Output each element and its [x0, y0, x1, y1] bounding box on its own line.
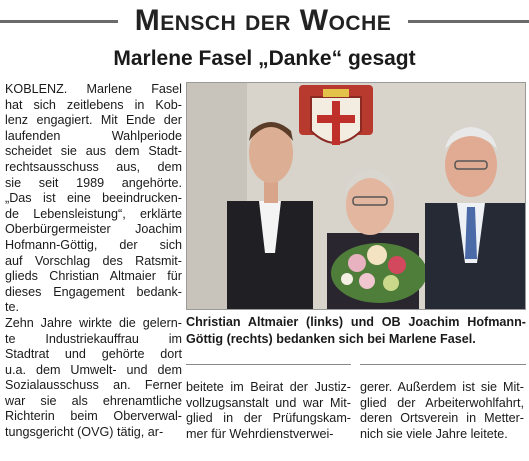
section-header — [0, 0, 529, 40]
text-line: Christian Altmaier (links) und OB Joachim Hofmann- — [186, 315, 526, 329]
article-column-middle — [186, 380, 351, 442]
text-line: Göttig (rechts) bedanken sich bei Marlene Fasel. — [186, 332, 476, 346]
text-line: laufenden Wahlperiode — [5, 128, 182, 143]
text-line: Stadtrat und gehörte dort — [5, 347, 182, 362]
section-title: Mensch der Woche — [134, 4, 392, 37]
header-rule-right — [408, 20, 529, 23]
text-line: tungsgericht (OVG) tätig, ar- — [5, 425, 164, 440]
text-line: vollzugsanstalt und war Mit- — [186, 395, 351, 410]
text-line: glieds Christian Altmaier für — [5, 269, 182, 284]
text-line: u.a. dem Umwelt- und dem — [5, 362, 182, 377]
text-line: mer für Wehrdienstverwei- — [186, 426, 334, 441]
text-line: nich sie viele Jahre leitete. — [360, 426, 508, 441]
text-line: gerer. Außerdem ist sie Mit- — [360, 380, 524, 394]
text-line: deren Ortsverein in Metter- — [360, 411, 524, 426]
text-line: Hofmann-Göttig, der sich — [5, 237, 182, 252]
article-photo — [186, 82, 526, 310]
text-line: Richterin beim Oberverwal- — [5, 409, 182, 424]
text-line: hat sich zeitlebens in Kob- — [5, 97, 182, 112]
text-line: KOBLENZ. Marlene Fasel — [5, 82, 182, 96]
article-column-right — [360, 380, 524, 442]
photo-illustration — [187, 83, 526, 310]
text-line: war sie als ehrenamtliche — [5, 393, 182, 408]
text-line: auf Vorschlag des Ratsmit- — [5, 253, 182, 268]
text-line: rechtsausschuss aus, dem — [5, 159, 182, 174]
text-line: glied in der Prüfungskam- — [186, 411, 351, 426]
article-column-left — [5, 82, 182, 441]
text-line: Oberbürgermeister Joachim — [5, 222, 182, 237]
column-divider-right — [360, 364, 526, 365]
text-line: sie seit 1989 angehörte. — [5, 175, 182, 190]
text-line: te Industriekauffrau im — [5, 331, 182, 346]
article-headline: Marlene Fasel „Danke“ gesagt — [113, 47, 416, 70]
text-line: dieses Engagement bedank- — [5, 284, 182, 299]
text-line: „Das ist eine beeindrucken- — [5, 191, 182, 206]
flower-bouquet — [331, 243, 427, 303]
text-line: lenz engagiert. Mit Ende der — [5, 113, 182, 128]
text-line: Zehn Jahre wirkte die gelern- — [5, 315, 182, 330]
column-divider-mid — [186, 364, 351, 365]
text-line: beitete im Beirat der Justiz- — [186, 380, 351, 394]
photo-caption — [186, 314, 526, 348]
text-line: te. — [5, 300, 20, 315]
header-rule-left — [0, 20, 118, 23]
text-line: de Lebensleistung“, erklärte — [5, 206, 182, 221]
text-line: glied der Arbeiterwohlfahrt, — [360, 395, 524, 410]
text-line: scheidet sie aus dem Stadt- — [5, 144, 182, 159]
text-line: Sozialausschuss an. Ferner — [5, 378, 182, 393]
